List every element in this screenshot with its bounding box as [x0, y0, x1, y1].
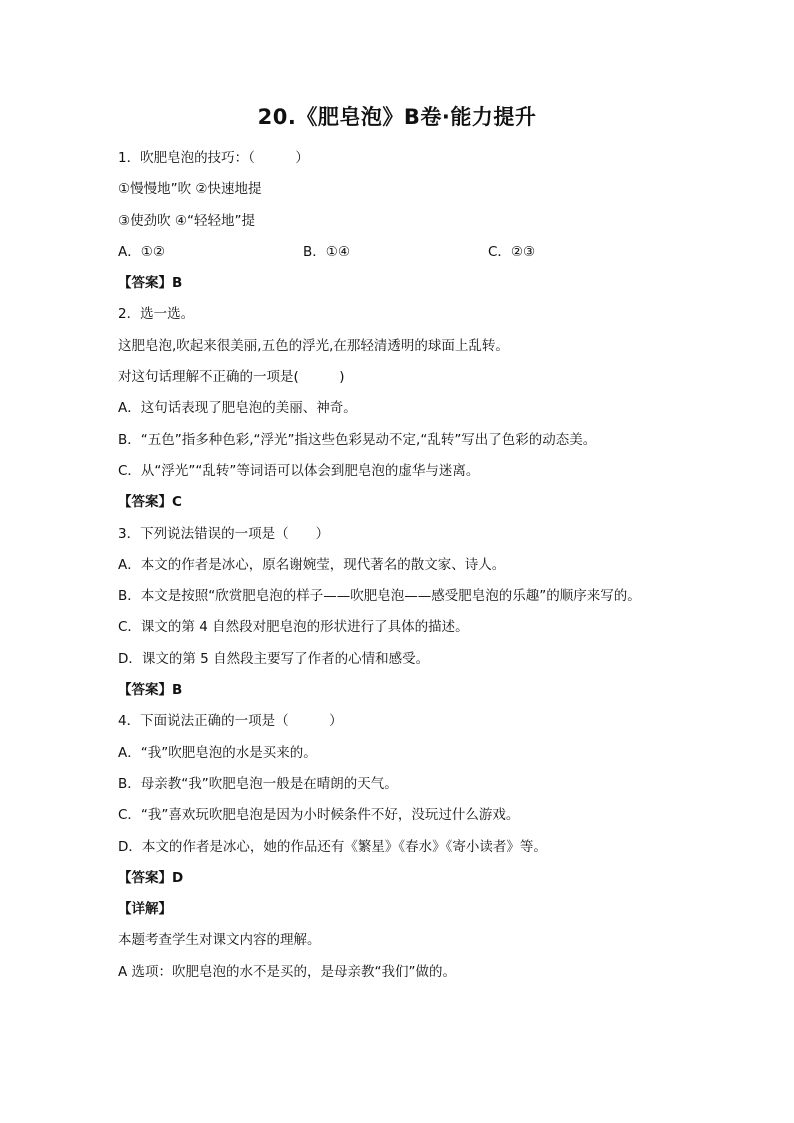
question-1-options-line-1: ①慢慢地”吹 ②快速地提 — [118, 181, 262, 198]
question-2-sentence: 这肥皂泡,吹起来很美丽,五色的浮光,在那轻清透明的球面上乱转。 — [118, 337, 509, 354]
question-4-detail-a: A 选项：吹肥皂泡的水不是买的，是母亲教“我们”做的。 — [118, 963, 457, 980]
question-3-option-b: B．本文是按照“欣赏肥皂泡的样子——吹肥皂泡——感受肥皂泡的乐趣”的顺序来写的。 — [118, 588, 641, 605]
question-4-answer: 【答案】D — [118, 869, 184, 886]
document-content — [118, 143, 678, 988]
question-3-option-a: A．本文的作者是冰心，原名谢婉莹，现代著名的散文家、诗人。 — [118, 556, 506, 573]
question-2-option-b: B．“五色”指多种色彩,“浮光”指这些色彩晃动不定,“乱转”写出了色彩的动态美。 — [118, 431, 597, 448]
question-4-detail-intro: 本题考查学生对课文内容的理解。 — [118, 932, 321, 949]
document-title: 20.《肥皂泡》B卷·能力提升 — [257, 105, 537, 129]
question-1-choice-c: C．②③ — [488, 243, 536, 260]
question-4-stem: 4．下面说法正确的一项是（ ） — [118, 713, 343, 730]
question-2-option-c: C．从“浮光”“乱转”等词语可以体会到肥皂泡的虚华与迷离。 — [118, 462, 480, 479]
question-1-stem: 1．吹肥皂泡的技巧：（ ） — [118, 150, 309, 166]
question-1-answer: 【答案】B — [118, 275, 183, 292]
question-3-option-d: D．课文的第 5 自然段主要写了作者的心情和感受。 — [118, 650, 430, 667]
question-1-choices — [118, 237, 678, 268]
question-1-choice-b: B．①④ — [303, 243, 350, 260]
question-4-option-a: A．“我”吹肥皂泡的水是买来的。 — [118, 744, 317, 761]
question-2-stem: 2．选一选。 — [118, 306, 195, 323]
question-1-choice-a: A．①② — [118, 243, 165, 260]
question-3-option-c: C．课文的第 4 自然段对肥皂泡的形状进行了具体的描述。 — [118, 619, 469, 636]
question-4-option-c: C．“我”喜欢玩吹肥皂泡是因为小时候条件不好，没玩过什么游戏。 — [118, 807, 520, 824]
question-2-option-a: A．这句话表现了肥皂泡的美丽、神奇。 — [118, 400, 357, 417]
question-3-answer: 【答案】B — [118, 682, 183, 699]
question-4-option-b: B．母亲教“我”吹肥皂泡一般是在晴朗的天气。 — [118, 775, 398, 792]
question-3-stem: 3．下列说法错误的一项是（ ） — [118, 525, 330, 542]
question-2-answer: 【答案】C — [118, 494, 182, 511]
question-4-detail-label: 【详解】 — [118, 901, 172, 918]
question-1-options-line-2: ③使劲吹 ④“轻轻地”提 — [118, 212, 255, 229]
question-2-prompt: 对这句话理解不正确的一项是( ) — [118, 369, 345, 386]
question-4-option-d: D．本文的作者是冰心，她的作品还有《繁星》《春水》《寄小读者》等。 — [118, 838, 547, 855]
